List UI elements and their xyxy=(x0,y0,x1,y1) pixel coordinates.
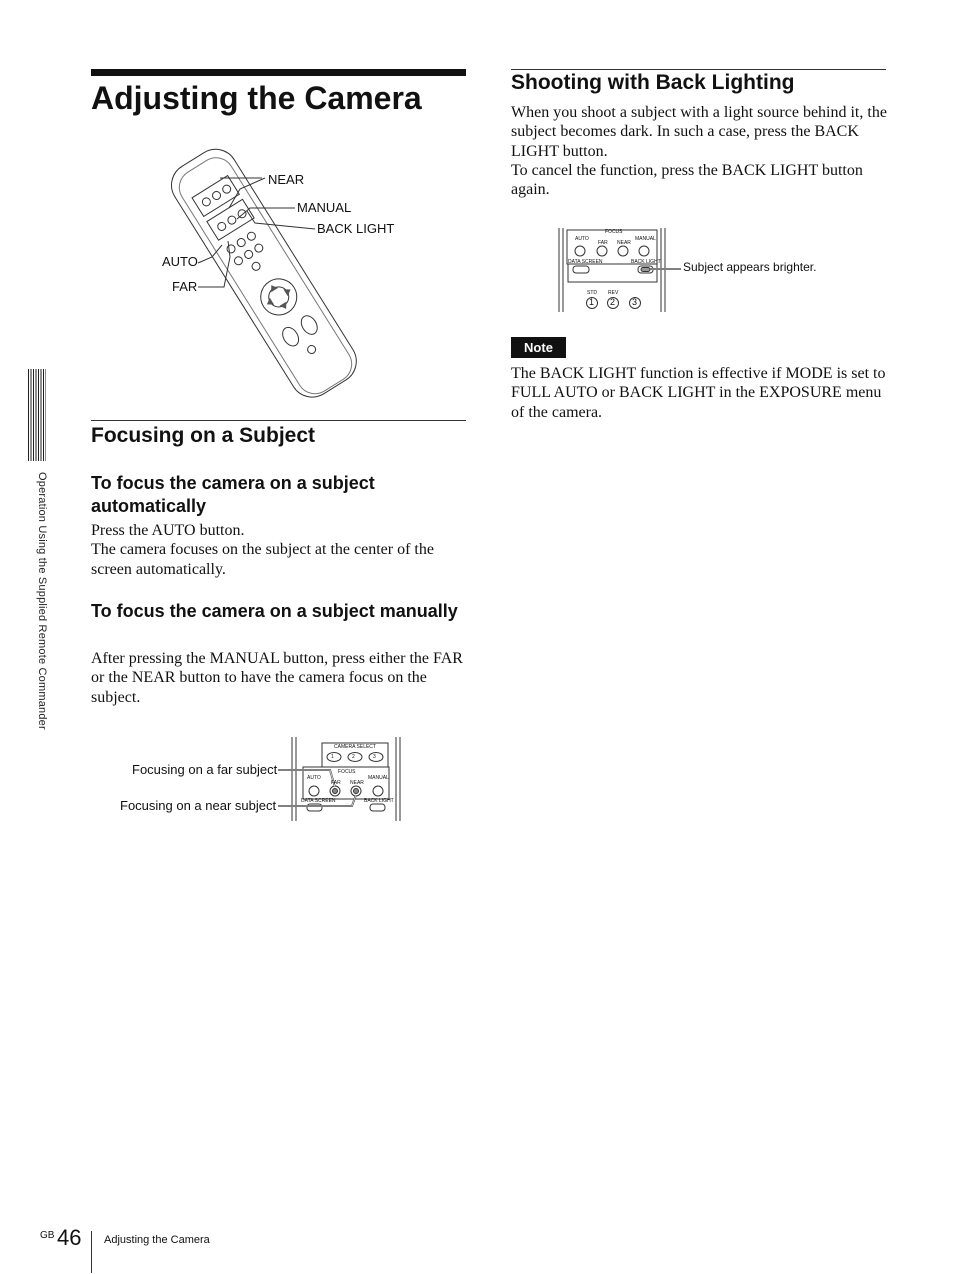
bl-panel-auto-label: AUTO xyxy=(575,236,589,242)
label-far: FAR xyxy=(172,279,198,294)
camera-select-3-button[interactable]: 3 xyxy=(373,754,376,760)
panel-far-label: FAR xyxy=(331,780,341,786)
bl-panel-near-label: NEAR xyxy=(617,240,631,246)
label-auto: AUTO xyxy=(162,254,198,269)
panel-manual-label: MANUAL xyxy=(368,775,389,781)
label-focusing-far: Focusing on a far subject xyxy=(132,762,278,777)
label-focusing-near: Focusing on a near subject xyxy=(120,798,277,813)
camera-select-2-button[interactable]: 2 xyxy=(352,754,355,760)
auto-focus-text xyxy=(91,521,466,579)
section-rule xyxy=(91,420,466,421)
panel-focus-label: FOCUS xyxy=(338,769,356,775)
bl-panel-data-screen-label: DATA SCREEN xyxy=(568,259,603,265)
remote-commander-illustration xyxy=(150,145,470,400)
back-lighting-line: When you shoot a subject with a light source behind it, the subject becomes dark. In such a case, press the BACK LIGHT button. xyxy=(511,104,887,160)
auto-focus-line: The camera focuses on the subject at the center of the screen automatically. xyxy=(91,541,434,578)
label-near: NEAR xyxy=(268,172,305,187)
subheading-manual-focus: To focus the camera on a subject manually xyxy=(91,601,458,621)
section-heading-back-lighting: Shooting with Back Lighting xyxy=(511,71,795,94)
back-light-panel-figure xyxy=(555,226,855,314)
panel-auto-label: AUTO xyxy=(307,775,321,781)
remote-commander-figure xyxy=(150,145,470,400)
camera-select-1-button[interactable]: 1 xyxy=(331,754,334,760)
remote-body xyxy=(163,145,364,400)
side-tab-label: Operation Using the Supplied Remote Commander xyxy=(36,472,48,730)
bl-panel-std-label: STD xyxy=(587,290,597,296)
label-manual: MANUAL xyxy=(297,200,352,215)
bl-panel-button-2[interactable]: 2 xyxy=(610,297,616,307)
bl-panel-button-1[interactable]: 1 xyxy=(589,297,595,307)
note-badge: Note xyxy=(511,337,566,358)
manual-focus-text: After pressing the MANUAL button, press either the FAR or the NEAR button to have the camera focus on the subject. xyxy=(91,650,463,706)
subheading-auto-focus: To focus the camera on a subject automatically xyxy=(91,473,375,516)
page-title: Adjusting the Camera xyxy=(91,80,422,116)
footer-section-title: Adjusting the Camera xyxy=(104,1234,210,1246)
panel-data-screen-label: DATA SCREEN xyxy=(301,798,336,804)
footer-region: GB xyxy=(40,1230,55,1241)
panel-back-light-label: BACK LIGHT xyxy=(364,798,394,804)
auto-focus-line: Press the AUTO button. xyxy=(91,522,245,539)
focus-panel-figure xyxy=(110,735,410,823)
side-tab-marker xyxy=(28,369,46,461)
remote-button xyxy=(201,196,212,207)
page-number: 46 xyxy=(57,1225,82,1250)
note-text: The BACK LIGHT function is effective if MODE is set to FULL AUTO or BACK LIGHT in the EXPOSURE menu of the camera. xyxy=(511,365,886,421)
back-lighting-text xyxy=(511,103,887,199)
bl-panel-far-label: FAR xyxy=(598,240,608,246)
panel-near-label: NEAR xyxy=(350,780,364,786)
bl-panel-rev-label: REV xyxy=(608,290,619,296)
bl-panel-back-light-label: BACK LIGHT xyxy=(631,259,661,265)
back-lighting-line: To cancel the function, press the BACK LIGHT button again. xyxy=(511,161,863,199)
bl-panel-focus-label: FOCUS xyxy=(605,229,623,235)
label-subject-brighter: Subject appears brighter. xyxy=(683,260,817,274)
label-back-light: BACK LIGHT xyxy=(317,221,395,236)
panel-camera-select-label: CAMERA SELECT xyxy=(334,744,376,750)
title-rule xyxy=(91,69,466,76)
d-pad xyxy=(254,272,304,322)
bl-panel-button-3[interactable]: 3 xyxy=(632,297,638,307)
footer-divider xyxy=(91,1231,92,1273)
bl-panel-manual-label: MANUAL xyxy=(635,236,656,242)
section-heading-focusing: Focusing on a Subject xyxy=(91,424,316,447)
